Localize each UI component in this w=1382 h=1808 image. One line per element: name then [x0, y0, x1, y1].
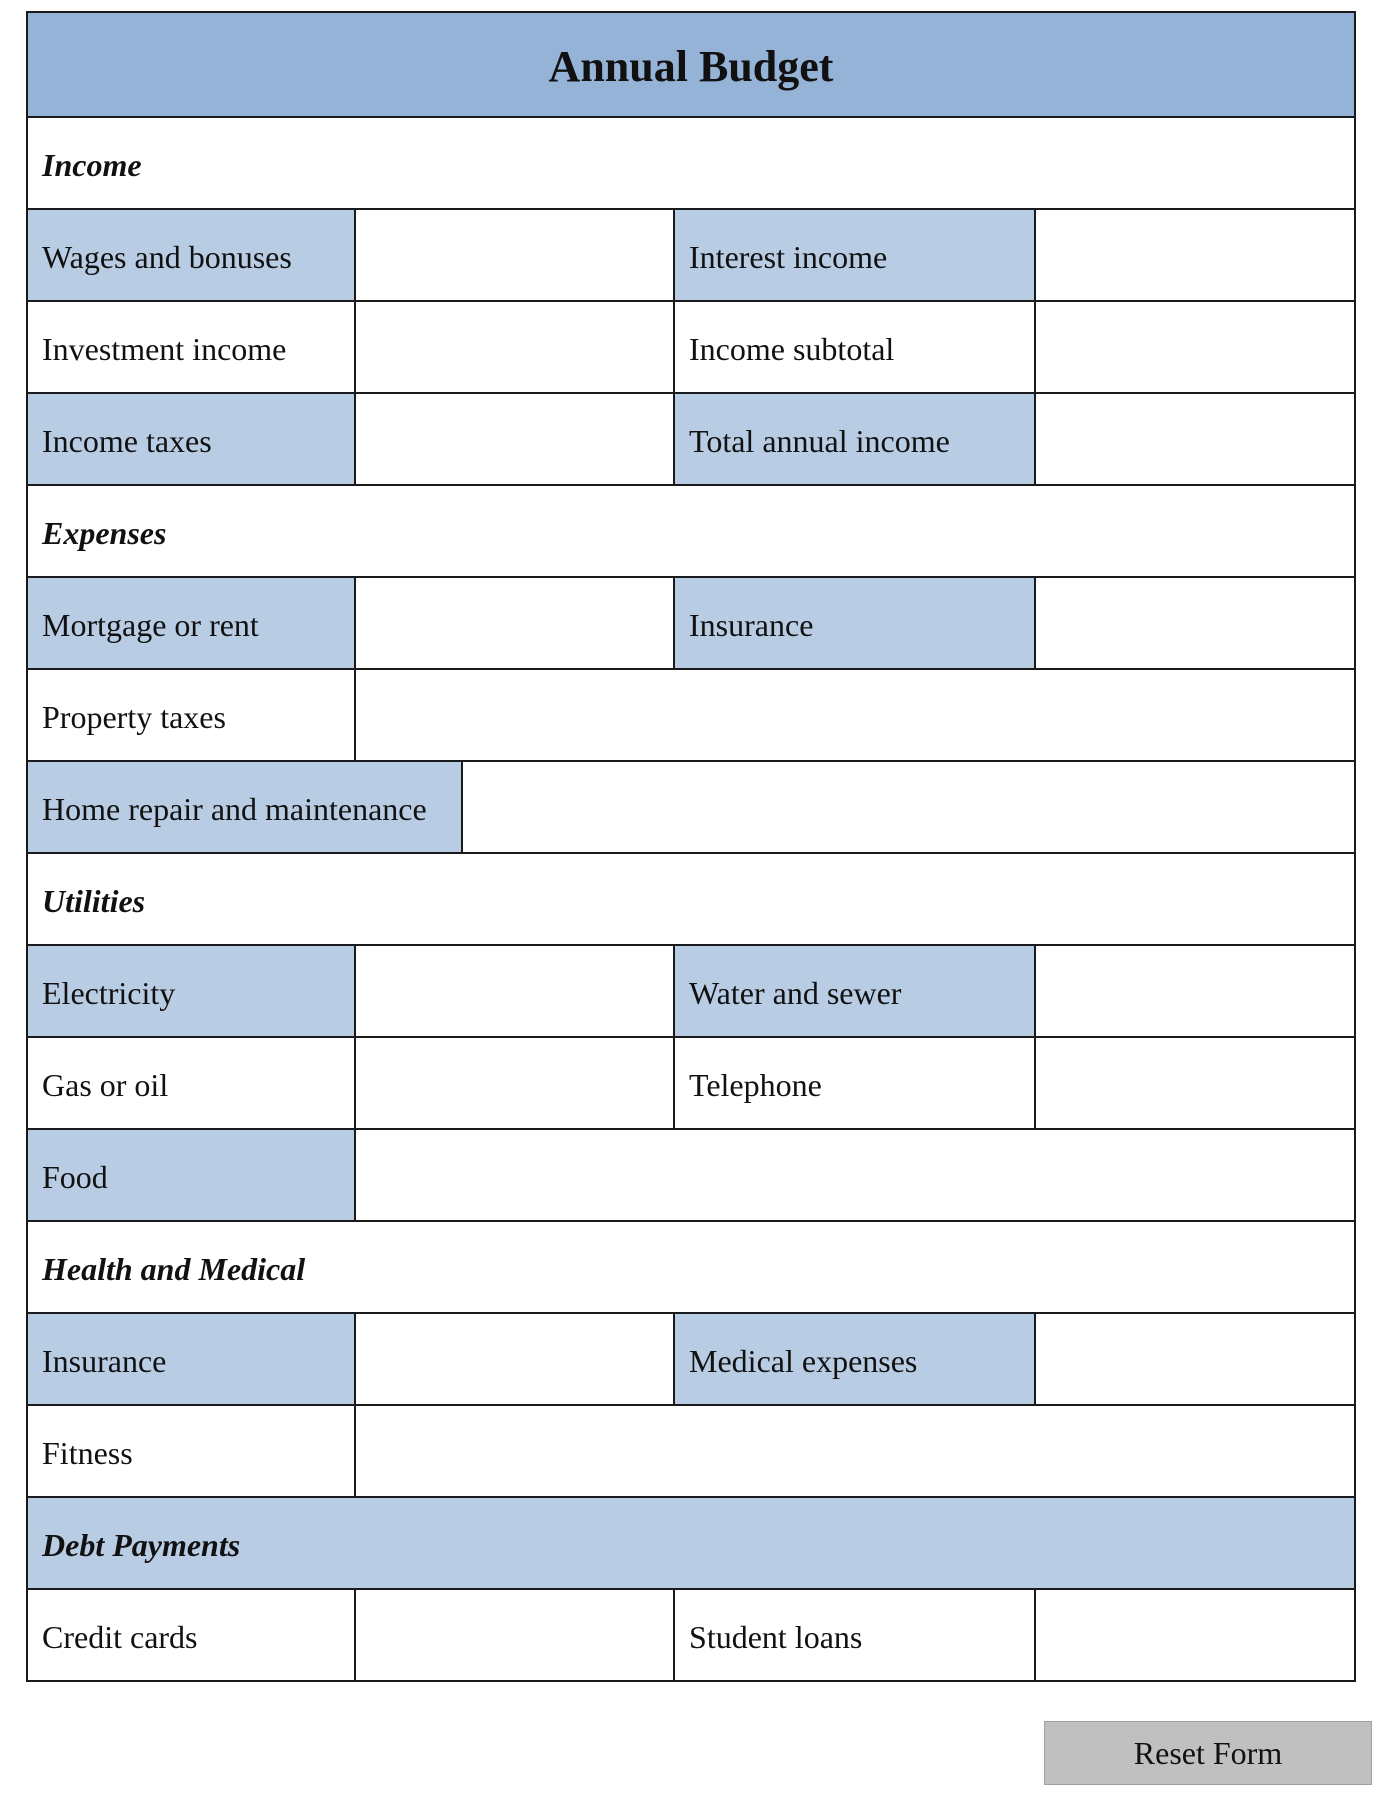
food-field[interactable] — [356, 1130, 1356, 1222]
label-medical-expenses: Medical expenses — [675, 1314, 1036, 1406]
section-row-health — [28, 1222, 1356, 1314]
credit-cards-field[interactable] — [356, 1590, 676, 1682]
section-heading-income: Income — [28, 118, 1356, 210]
table-row — [28, 210, 1356, 302]
label-credit-cards: Credit cards — [28, 1590, 356, 1682]
home-repair-field[interactable] — [463, 762, 1356, 854]
label-property-taxes: Property taxes — [28, 670, 356, 762]
reset-form-button[interactable]: Reset Form — [1044, 1721, 1372, 1785]
electricity-field[interactable] — [356, 946, 676, 1038]
home-insurance-field[interactable] — [1036, 578, 1356, 670]
section-heading-debt: Debt Payments — [28, 1498, 1356, 1590]
health-insurance-field[interactable] — [356, 1314, 676, 1406]
income-subtotal-field[interactable] — [1036, 302, 1356, 394]
label-food: Food — [28, 1130, 356, 1222]
title-row — [28, 13, 1356, 118]
annual-budget-form — [26, 11, 1356, 1682]
medical-expenses-field[interactable] — [1036, 1314, 1356, 1406]
label-home-insurance: Insurance — [675, 578, 1036, 670]
section-heading-expenses: Expenses — [28, 486, 1356, 578]
income-taxes-field[interactable] — [356, 394, 676, 486]
student-loans-field[interactable] — [1036, 1590, 1356, 1682]
label-fitness: Fitness — [28, 1406, 356, 1498]
label-wages-and-bonuses: Wages and bonuses — [28, 210, 356, 302]
section-row-expenses — [28, 486, 1356, 578]
label-water-and-sewer: Water and sewer — [675, 946, 1036, 1038]
label-gas-or-oil: Gas or oil — [28, 1038, 356, 1130]
gas-or-oil-field[interactable] — [356, 1038, 676, 1130]
table-row — [28, 1130, 1356, 1222]
section-heading-health: Health and Medical — [28, 1222, 1356, 1314]
investment-income-field[interactable] — [356, 302, 676, 394]
table-row — [28, 762, 1356, 854]
form-title: Annual Budget — [28, 13, 1356, 118]
water-and-sewer-field[interactable] — [1036, 946, 1356, 1038]
table-row — [28, 394, 1356, 486]
fitness-field[interactable] — [356, 1406, 1356, 1498]
table-row — [28, 1314, 1356, 1406]
property-taxes-field[interactable] — [356, 670, 1356, 762]
label-investment-income: Investment income — [28, 302, 356, 394]
label-mortgage-or-rent: Mortgage or rent — [28, 578, 356, 670]
mortgage-or-rent-field[interactable] — [356, 578, 676, 670]
section-row-utilities — [28, 854, 1356, 946]
label-health-insurance: Insurance — [28, 1314, 356, 1406]
table-row — [28, 1406, 1356, 1498]
section-heading-utilities: Utilities — [28, 854, 1356, 946]
table-row — [28, 1590, 1356, 1682]
interest-income-field[interactable] — [1036, 210, 1356, 302]
label-interest-income: Interest income — [675, 210, 1036, 302]
label-income-subtotal: Income subtotal — [675, 302, 1036, 394]
label-income-taxes: Income taxes — [28, 394, 356, 486]
wages-and-bonuses-field[interactable] — [356, 210, 676, 302]
table-row — [28, 1038, 1356, 1130]
label-home-repair: Home repair and maintenance — [28, 762, 463, 854]
telephone-field[interactable] — [1036, 1038, 1356, 1130]
section-row-debt — [28, 1498, 1356, 1590]
table-row — [28, 578, 1356, 670]
total-annual-income-field[interactable] — [1036, 394, 1356, 486]
label-electricity: Electricity — [28, 946, 356, 1038]
label-student-loans: Student loans — [675, 1590, 1036, 1682]
label-telephone: Telephone — [675, 1038, 1036, 1130]
table-row — [28, 670, 1356, 762]
label-total-annual-income: Total annual income — [675, 394, 1036, 486]
section-row-income — [28, 118, 1356, 210]
table-row — [28, 302, 1356, 394]
table-row — [28, 946, 1356, 1038]
